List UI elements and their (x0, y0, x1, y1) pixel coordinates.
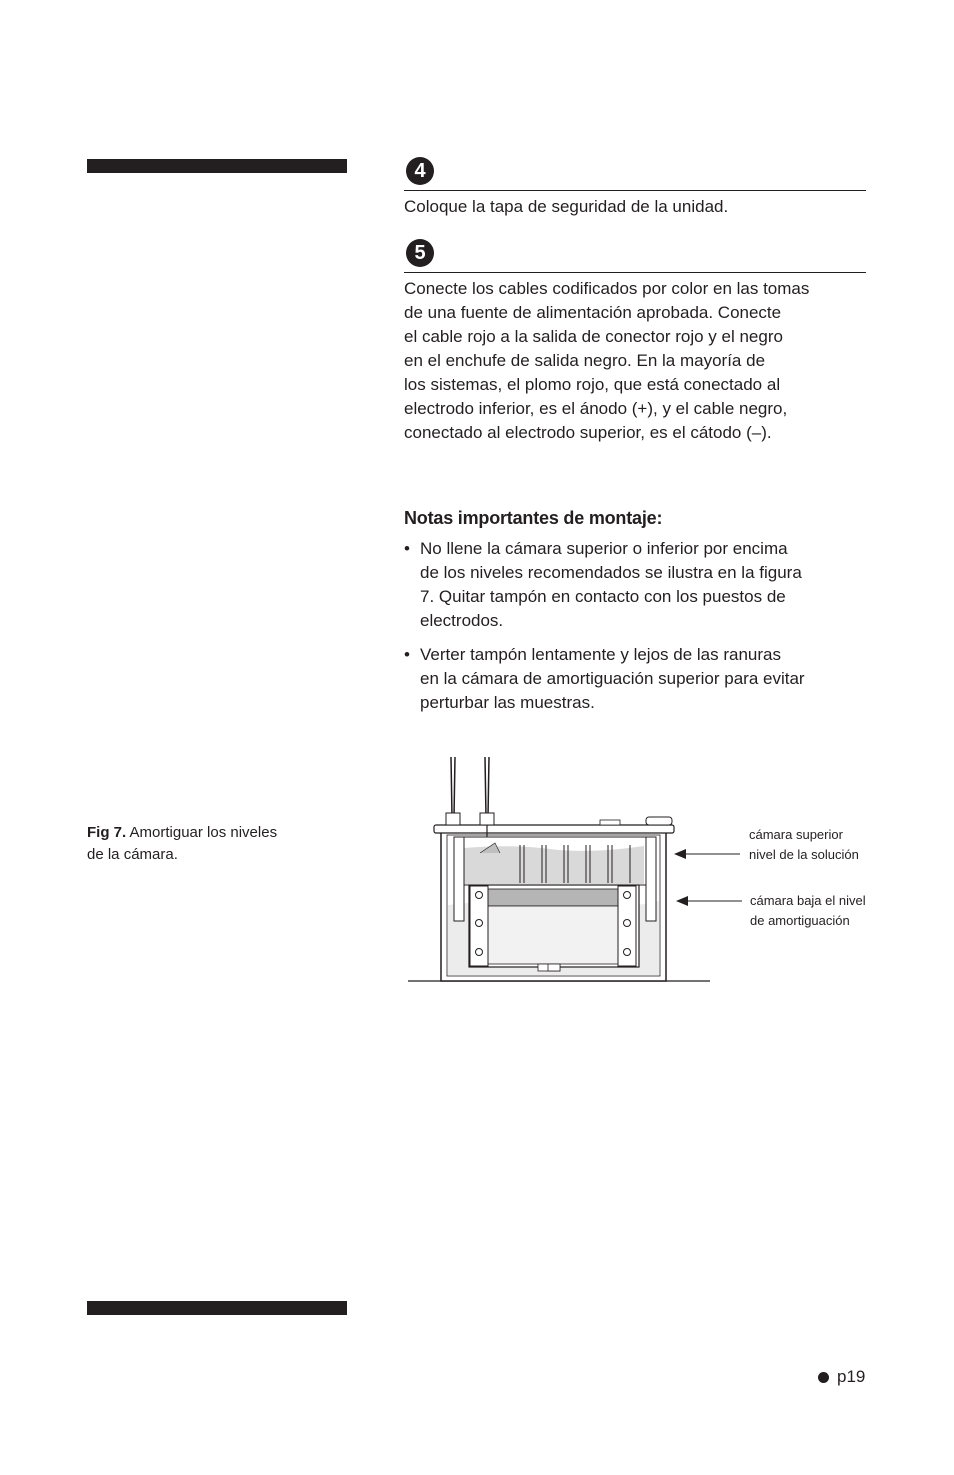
lid-tab (600, 820, 620, 825)
page-number-text: p19 (837, 1367, 866, 1386)
step-5-line: Conecte los cables codificados por color en las tomas (404, 279, 810, 298)
upper-level-callout (749, 825, 859, 865)
step-5-line: en el enchufe de salida negro. En la mayoría de (404, 351, 766, 370)
notes-item-line: electrodos. (420, 611, 504, 630)
step-4-rule (404, 190, 866, 191)
notes-item-line: 7. Quitar tampón en contacto con los puestos de (420, 587, 786, 606)
figure-caption (87, 822, 327, 866)
bullet-icon (818, 1372, 829, 1383)
step-5-line: conectado al electrodo superior, es el cátodo (–). (404, 423, 772, 442)
footer-bar (87, 1301, 347, 1315)
notes-item-line: Verter tampón lentamente y lejos de las ranuras (420, 645, 781, 664)
step-4-line: Coloque la tapa de seguridad de la unidad. (404, 197, 729, 216)
step-4-text (404, 195, 864, 219)
notes-item (404, 643, 864, 715)
callout-line: nivel de la solución (749, 847, 859, 862)
step-5-line: de una fuente de alimentación aprobada. Conecte (404, 303, 782, 322)
gel-top-band (488, 889, 618, 906)
figure-caption-line: de la cámara. (87, 846, 178, 863)
notes-item (404, 537, 864, 633)
step-5-rule (404, 272, 866, 273)
bullet-marker: • (404, 539, 410, 558)
lid-knob (646, 817, 672, 825)
step-5-number: 5 (414, 242, 426, 264)
notes-item-line: perturbar las muestras. (420, 693, 595, 712)
step-5-text (404, 277, 864, 445)
callout-line: cámara baja el nivel (750, 893, 866, 908)
figure-label: Fig 7. (87, 824, 127, 841)
lower-level-callout (750, 891, 866, 931)
safety-lid (434, 825, 674, 833)
electrode-post (485, 757, 486, 817)
bullet-marker: • (404, 645, 410, 664)
step-4-number: 4 (414, 160, 426, 182)
lower-level-arrow (674, 893, 744, 909)
page-number (818, 1366, 865, 1388)
step-4-badge (406, 157, 434, 185)
buffer-chamber-diagram (400, 745, 720, 990)
left-support (454, 837, 464, 921)
electrode-post (454, 757, 455, 817)
step-5-line: los sistemas, el plomo rojo, que está conectado al (404, 375, 781, 394)
figure-caption-line: Amortiguar los niveles (129, 824, 278, 841)
electrode-connector (480, 813, 494, 825)
step-5-badge (406, 239, 434, 267)
callout-line: cámara superior (749, 827, 843, 842)
notes-item-line: en la cámara de amortiguación superior para evitar (420, 669, 805, 688)
header-bar (87, 159, 347, 173)
notes-item-line: de los niveles recomendados se ilustra en la figura (420, 563, 802, 582)
callout-line: de amortiguación (750, 913, 850, 928)
notes-heading: Notas importantes de montaje: (404, 508, 663, 528)
step-5-line: electrodo inferior, es el ánodo (+), y el cable negro, (404, 399, 788, 418)
right-support (646, 837, 656, 921)
notes-item-line: No llene la cámara superior o inferior por encima (420, 539, 788, 558)
gel-body (488, 906, 618, 964)
electrode-post (451, 757, 452, 817)
upper-level-arrow (672, 846, 742, 862)
step-5-line: el cable rojo a la salida de conector rojo y el negro (404, 327, 783, 346)
electrode-connector (446, 813, 460, 825)
electrode-post (488, 757, 489, 817)
bottom-stand (548, 964, 560, 971)
